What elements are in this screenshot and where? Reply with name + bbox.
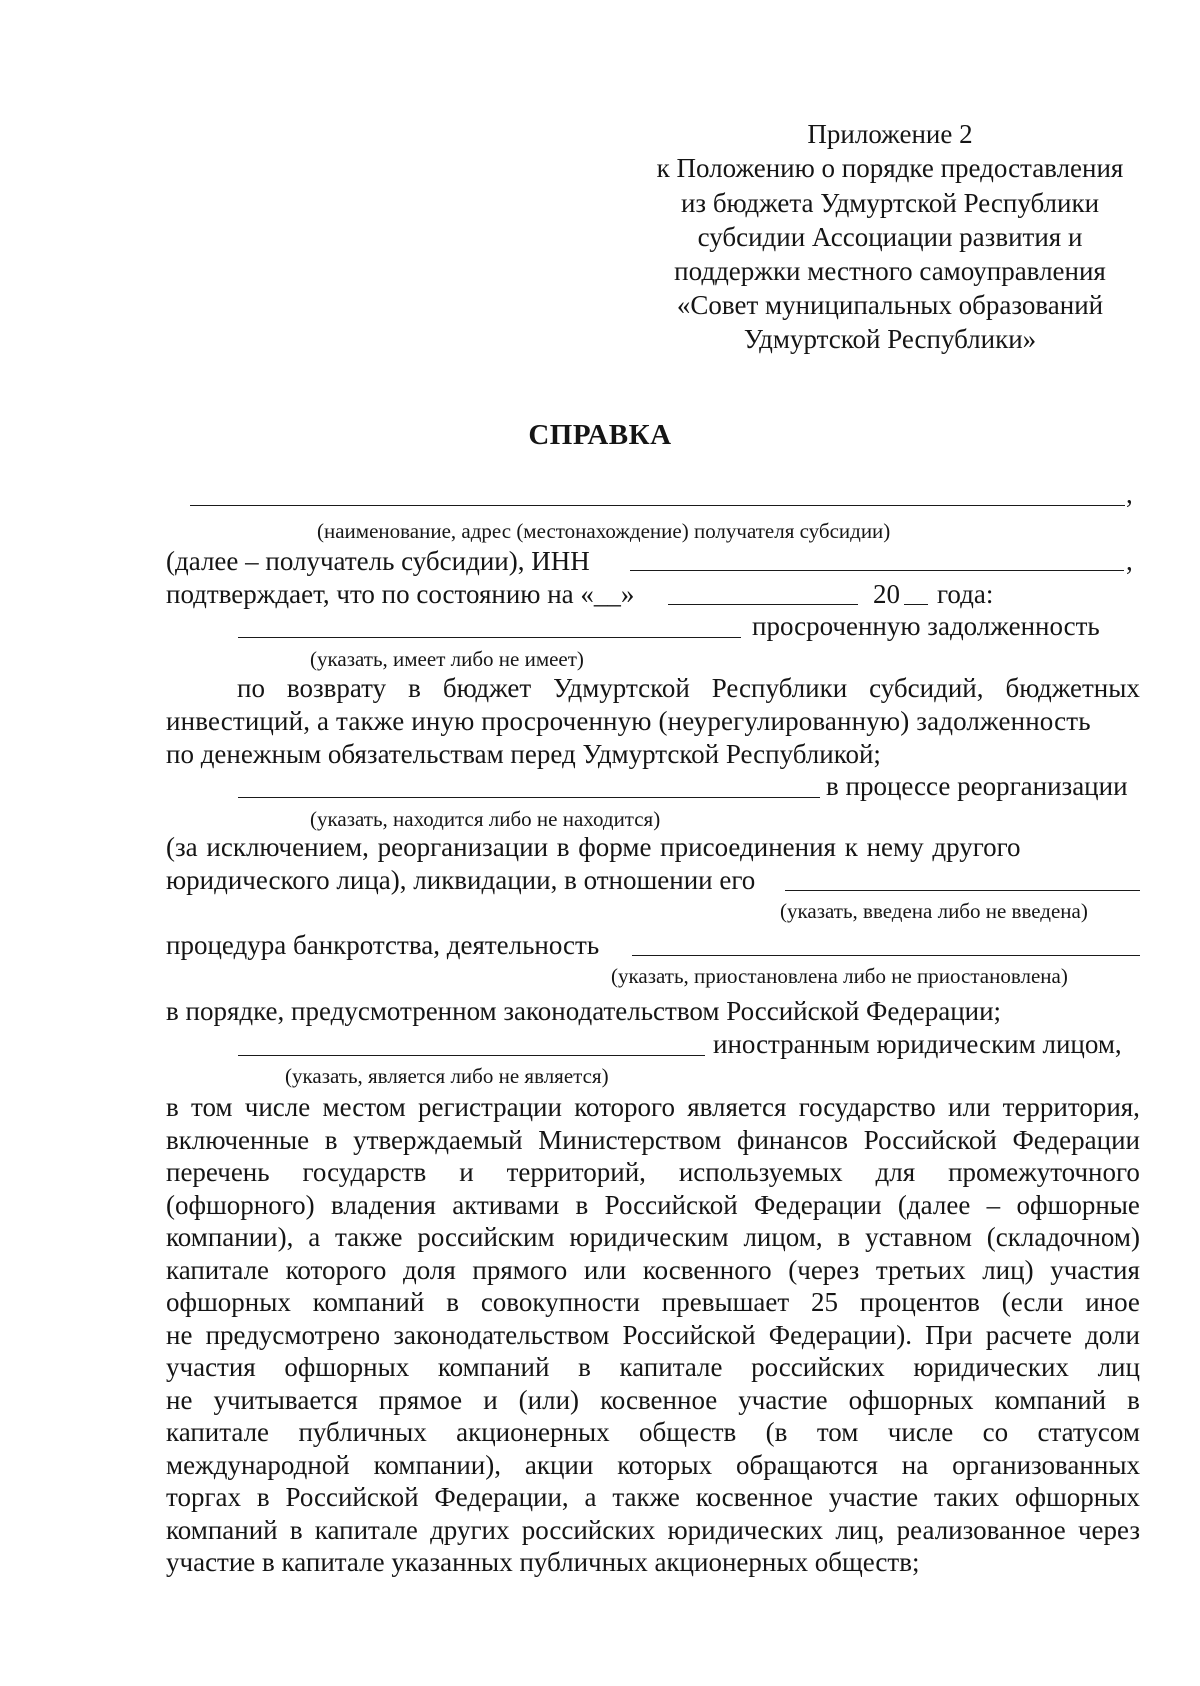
paragraph-line: перечень государств и территорий, используемых для промежуточного — [166, 1157, 1140, 1187]
header-line: к Положению о порядке предоставления — [656, 153, 1124, 183]
appendix-number: Приложение 2 — [807, 119, 973, 149]
confirms-date-label: подтверждает, что по состоянию на «__» — [166, 579, 635, 609]
year-prefix: 20 — [873, 579, 900, 609]
foreign-blank[interactable] — [238, 1055, 705, 1056]
activity-blank[interactable] — [632, 955, 1140, 956]
bankruptcy-blank[interactable] — [785, 890, 1140, 891]
paragraph-line: компаний в капитале других российских юридических лиц, реализованное через — [166, 1515, 1140, 1545]
header-line: «Совет муниципальных образований — [676, 290, 1104, 320]
hint-has: (указать, имеет либо не имеет) — [310, 647, 584, 671]
paragraph-line: участия офшорных компаний в капитале российских юридических лиц — [166, 1352, 1140, 1382]
paragraph-line: капитале которого доля прямого или косвенного (через третьих лиц) участия — [166, 1255, 1140, 1285]
paragraph-line: офшорных компаний в совокупности превышает 25 процентов (если иное — [166, 1287, 1140, 1317]
recipient-name-blank[interactable] — [190, 505, 1125, 506]
year-blank[interactable] — [904, 604, 928, 605]
paragraph-line: по денежным обязательствам перед Удмуртской Республикой; — [166, 739, 881, 769]
recipient-inn-label: (далее – получатель субсидии), ИНН — [166, 546, 590, 576]
hint-is: (указать, является либо не является) — [285, 1064, 609, 1088]
paragraph-line: торгах в Российской Федерации, а также косвенное участие таких офшорных — [166, 1482, 1140, 1512]
paragraph-line: включенные в утверждаемый Министерством финансов Российской Федерации — [166, 1125, 1140, 1155]
inn-blank[interactable] — [630, 570, 1124, 571]
liquidation-line: юридического лица), ликвидации, в отношении его — [166, 865, 756, 895]
year-suffix: года: — [937, 579, 994, 609]
comma: , — [1126, 479, 1133, 509]
comma: , — [1126, 546, 1133, 576]
reorg-text: в процессе реорганизации — [826, 771, 1128, 801]
hint-suspended: (указать, приостановлена либо не приостановлена) — [611, 964, 1068, 988]
hint-introduced: (указать, введена либо не введена) — [780, 899, 1088, 923]
header-line: поддержки местного самоуправления — [674, 256, 1106, 286]
paragraph-line: компании), а также российским юридическим лицом, в уставном (складочном) — [166, 1222, 1140, 1252]
document-title: СПРАВКА — [528, 419, 672, 451]
has-debt-blank[interactable] — [238, 637, 741, 638]
month-blank[interactable] — [668, 604, 858, 605]
paragraph-line: не предусмотрено законодательством Российской Федерации). При расчете доли — [166, 1320, 1140, 1350]
activity-line: процедура банкротства, деятельность — [166, 930, 600, 960]
header-line: из бюджета Удмуртской Республики — [680, 188, 1100, 218]
header-line: субсидии Ассоциации развития и — [697, 222, 1083, 252]
foreign-entity-text: иностранным юридическим лицом, — [713, 1029, 1122, 1059]
paragraph-line: (офшорного) владения активами в Российской Федерации (далее – офшорные — [166, 1190, 1140, 1220]
paragraph-line: международной компании), акции которых обращаются на организованных — [166, 1450, 1140, 1480]
hint-recipient-name: (наименование, адрес (местонахождение) получателя субсидии) — [317, 519, 891, 543]
paragraph-line: не учитывается прямое и (или) косвенное участие офшорных компаний в — [166, 1385, 1140, 1415]
paragraph-line: по возврату в бюджет Удмуртской Республики субсидий, бюджетных — [237, 673, 1140, 703]
header-line: Удмуртской Республики» — [743, 324, 1037, 354]
paragraph-last-line: участие в капитале указанных публичных акционерных обществ; — [166, 1547, 920, 1577]
reorg-blank[interactable] — [238, 797, 820, 798]
federation-line: в порядке, предусмотренном законодательством Российской Федерации; — [166, 996, 1002, 1026]
overdue-debt-text: просроченную задолженность — [752, 611, 1100, 641]
hint-reorg: (указать, находится либо не находится) — [310, 807, 661, 831]
paragraph-line: в том числе местом регистрации которого является государство или территория, — [166, 1092, 1140, 1122]
paragraph-line: капитале публичных акционерных обществ (в том числе со статусом — [166, 1417, 1140, 1447]
exception-line: (за исключением, реорганизации в форме присоединения к нему другого — [166, 832, 1021, 862]
paragraph-line: инвестиций, а также иную просроченную (неурегулированную) задолженность — [166, 706, 1091, 736]
